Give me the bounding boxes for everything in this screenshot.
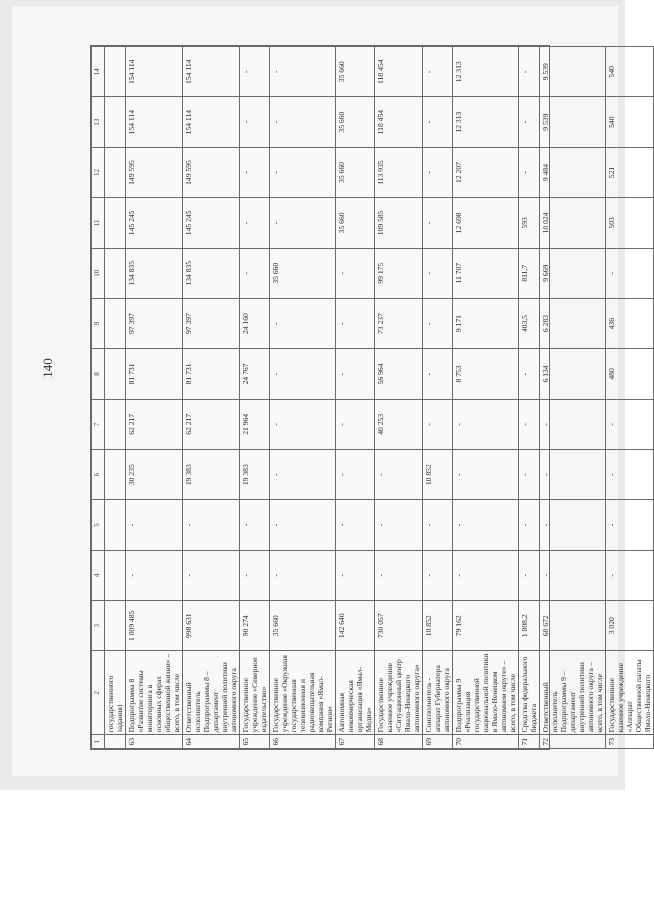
value-cell: 540 bbox=[606, 97, 654, 147]
value-cell: 118 454 bbox=[375, 97, 423, 147]
value-cell: 403,5 bbox=[519, 298, 540, 348]
value-cell: 97 397 bbox=[183, 298, 240, 348]
header-cell: 10 bbox=[92, 248, 105, 298]
value-cell: 81 731 bbox=[126, 349, 183, 399]
value-cell: - bbox=[423, 198, 453, 248]
value-cell: - bbox=[453, 449, 519, 499]
row-number-cell: 73 bbox=[606, 735, 654, 749]
value-cell: 142 640 bbox=[336, 601, 375, 651]
value-cell: 35 660 bbox=[336, 198, 375, 248]
value-cell: - bbox=[519, 500, 540, 550]
value-cell: 79 162 bbox=[453, 601, 519, 651]
value-cell: - bbox=[540, 500, 606, 550]
value-cell: 10 852 bbox=[423, 601, 453, 651]
value-cell: - bbox=[183, 500, 240, 550]
value-cell: 145 245 bbox=[126, 198, 183, 248]
value-cell: 118 454 bbox=[375, 47, 423, 97]
value-cell: 10 852 bbox=[423, 449, 453, 499]
value-cell: 503 bbox=[606, 198, 654, 248]
row-name-cell: Средства федерального бюджета bbox=[519, 651, 540, 735]
value-cell: 40 253 bbox=[375, 399, 423, 449]
header-cell: 14 bbox=[92, 47, 105, 97]
value-cell: 62 217 bbox=[126, 399, 183, 449]
value-cell: - bbox=[336, 248, 375, 298]
row-number-cell: 72 bbox=[540, 735, 606, 749]
value-cell: 9 484 bbox=[540, 147, 606, 197]
budget-table-rotated bbox=[91, 46, 652, 749]
value-cell: 9 171 bbox=[453, 298, 519, 348]
value-cell: 154 114 bbox=[183, 97, 240, 147]
value-cell: - bbox=[126, 550, 183, 600]
value-cell: 8 753 bbox=[453, 349, 519, 399]
row-number-cell: 71 bbox=[519, 735, 540, 749]
value-cell: - bbox=[423, 550, 453, 600]
table-row bbox=[126, 47, 183, 749]
value-cell: 9 539 bbox=[540, 47, 606, 97]
value-cell: - bbox=[423, 97, 453, 147]
header-cell: 5 bbox=[92, 500, 105, 550]
value-cell: 811,7 bbox=[519, 248, 540, 298]
header-cell: 1 bbox=[92, 735, 105, 749]
value-cell: 90 274 bbox=[240, 601, 270, 651]
value-cell: - bbox=[270, 399, 336, 449]
row-number-cell: 63 bbox=[126, 735, 183, 749]
value-cell: 35 660 bbox=[270, 601, 336, 651]
value-cell: - bbox=[423, 500, 453, 550]
value-cell: - bbox=[240, 550, 270, 600]
value-cell: 35 660 bbox=[336, 97, 375, 147]
value-cell: 149 595 bbox=[183, 147, 240, 197]
value-cell: 9 669 bbox=[540, 248, 606, 298]
value-cell: - bbox=[240, 248, 270, 298]
value-cell: 30 235 bbox=[126, 449, 183, 499]
value-cell: 35 660 bbox=[270, 248, 336, 298]
value-cell: - bbox=[540, 449, 606, 499]
value-cell: 149 595 bbox=[126, 147, 183, 197]
value-cell: 521 bbox=[606, 147, 654, 197]
value-cell: - bbox=[453, 500, 519, 550]
value-cell: 145 245 bbox=[183, 198, 240, 248]
value-cell: 109 585 bbox=[375, 198, 423, 248]
value-cell: - bbox=[270, 97, 336, 147]
table-row bbox=[453, 47, 519, 749]
value-cell: - bbox=[270, 298, 336, 348]
value-cell: - bbox=[375, 550, 423, 600]
row-number-cell: 64 bbox=[183, 735, 240, 749]
row-number-cell: 65 bbox=[240, 735, 270, 749]
value-cell: - bbox=[240, 97, 270, 147]
page-number: 140 bbox=[40, 358, 55, 378]
value-cell: 12 313 bbox=[453, 47, 519, 97]
value-cell: - bbox=[336, 449, 375, 499]
value-cell: - bbox=[519, 349, 540, 399]
value-cell: 24 767 bbox=[240, 349, 270, 399]
value-cell: 21 964 bbox=[240, 399, 270, 449]
value-cell: 154 114 bbox=[126, 97, 183, 147]
row-name-cell: Ответственный исполнитель Подпрограммы 9 – департамент внутренней политики автономного округа – всего, в том числе bbox=[540, 651, 606, 735]
value-cell: - bbox=[336, 550, 375, 600]
value-cell: 113 935 bbox=[375, 147, 423, 197]
row-name-cell: Соисполнитель - аппарат Губернатора автономного округа bbox=[423, 651, 453, 735]
value-cell: 12 313 bbox=[453, 97, 519, 147]
row-number-cell: 69 bbox=[423, 735, 453, 749]
value-cell: - bbox=[606, 550, 654, 600]
row-number-cell: 68 bbox=[375, 735, 423, 749]
value-cell: 56 964 bbox=[375, 349, 423, 399]
header-cell: 2 bbox=[92, 651, 105, 735]
value-cell: - bbox=[519, 399, 540, 449]
header-cell: 7 bbox=[92, 399, 105, 449]
value-cell: - bbox=[540, 550, 606, 600]
row-name-cell: Автономная некоммерческая организация «Ямал-Медиа» bbox=[336, 651, 375, 735]
value-cell: - bbox=[336, 349, 375, 399]
value-cell: - bbox=[423, 399, 453, 449]
header-cell: 3 bbox=[92, 601, 105, 651]
table-row bbox=[519, 47, 540, 749]
budget-table bbox=[91, 46, 654, 749]
row-name-cell: Государственное казенное учреждение «Ситуационный центр Ямало-Ненецкого автономного округа» bbox=[375, 651, 423, 735]
row-number-cell: 70 bbox=[453, 735, 519, 749]
row-number-cell: 67 bbox=[336, 735, 375, 749]
value-cell: 134 835 bbox=[126, 248, 183, 298]
value-cell: 730 057 bbox=[375, 601, 423, 651]
table-row bbox=[375, 47, 423, 749]
value-cell: 35 660 bbox=[336, 147, 375, 197]
value-cell: - bbox=[606, 449, 654, 499]
row-number-cell: 66 bbox=[270, 735, 336, 749]
row-name-cell: Государственное учреждение «Окружная государственная телевизионная и радиовещательная компания «Ямал-Регион» bbox=[270, 651, 336, 735]
continued-row bbox=[105, 47, 126, 749]
value-cell: - bbox=[423, 147, 453, 197]
value-cell: - bbox=[519, 550, 540, 600]
value-cell: 480 bbox=[606, 349, 654, 399]
value-cell: - bbox=[336, 399, 375, 449]
header-cell: 12 bbox=[92, 147, 105, 197]
table-row bbox=[240, 47, 270, 749]
value-cell: - bbox=[423, 298, 453, 348]
value-cell: - bbox=[270, 47, 336, 97]
value-cell: 3 020 bbox=[606, 601, 654, 651]
table-row bbox=[270, 47, 336, 749]
value-cell: 540 bbox=[606, 47, 654, 97]
value-cell: - bbox=[423, 349, 453, 399]
value-cell: 10 024 bbox=[540, 198, 606, 248]
value-cell: - bbox=[375, 500, 423, 550]
row-name-cell: Ответственный исполнитель Подпрограммы 8 – департамент внутренней политики автономного округа bbox=[183, 651, 240, 735]
table-row bbox=[423, 47, 453, 749]
row-name-cell: Подпрограмма 8 «Развитие системы мониторинга в основных сферах общественной жизни» – всего, в том числе bbox=[126, 651, 183, 735]
table-row bbox=[336, 47, 375, 749]
value-cell: 154 114 bbox=[126, 47, 183, 97]
value-cell: 62 217 bbox=[183, 399, 240, 449]
value-cell: 134 835 bbox=[183, 248, 240, 298]
value-cell: - bbox=[453, 550, 519, 600]
value-cell: - bbox=[270, 147, 336, 197]
table-row bbox=[606, 47, 654, 749]
value-cell: 6 283 bbox=[540, 298, 606, 348]
table-row bbox=[540, 47, 606, 749]
value-cell: - bbox=[606, 500, 654, 550]
value-cell: - bbox=[270, 500, 336, 550]
value-cell: 19 383 bbox=[183, 449, 240, 499]
row-name-cell: Подпрограмма 9 «Реализация государственной национальной политики в Ямало-Ненецком автономном округе» – всего, в том числе bbox=[453, 651, 519, 735]
header-cell: 6 bbox=[92, 449, 105, 499]
header-cell: 4 bbox=[92, 550, 105, 600]
value-cell: 73 237 bbox=[375, 298, 423, 348]
row-name-cell: Государственное учреждение «Северное издательство» bbox=[240, 651, 270, 735]
value-cell: 19 383 bbox=[240, 449, 270, 499]
value-cell: - bbox=[240, 198, 270, 248]
value-cell: - bbox=[183, 550, 240, 600]
value-cell: - bbox=[240, 500, 270, 550]
value-cell: 99 175 bbox=[375, 248, 423, 298]
value-cell: - bbox=[540, 399, 606, 449]
value-cell: - bbox=[336, 500, 375, 550]
value-cell: - bbox=[270, 198, 336, 248]
header-cell: 11 bbox=[92, 198, 105, 248]
value-cell: - bbox=[519, 47, 540, 97]
value-cell: - bbox=[270, 449, 336, 499]
value-cell: 6 134 bbox=[540, 349, 606, 399]
budget-table-frame bbox=[90, 45, 652, 750]
value-cell: - bbox=[423, 248, 453, 298]
value-cell: - bbox=[519, 147, 540, 197]
value-cell: - bbox=[519, 449, 540, 499]
value-cell: - bbox=[606, 399, 654, 449]
value-cell: 11 707 bbox=[453, 248, 519, 298]
value-cell: - bbox=[240, 47, 270, 97]
table-header-row bbox=[92, 47, 105, 749]
value-cell: - bbox=[375, 449, 423, 499]
value-cell: - bbox=[606, 248, 654, 298]
value-cell: 154 114 bbox=[183, 47, 240, 97]
value-cell: 1 808,2 bbox=[519, 601, 540, 651]
value-cell: 9 539 bbox=[540, 97, 606, 147]
value-cell: 593 bbox=[519, 198, 540, 248]
value-cell: 436 bbox=[606, 298, 654, 348]
value-cell: - bbox=[270, 349, 336, 399]
value-cell: - bbox=[519, 97, 540, 147]
value-cell: - bbox=[453, 399, 519, 449]
value-cell: 1 009 485 bbox=[126, 601, 183, 651]
value-cell: - bbox=[126, 500, 183, 550]
value-cell: - bbox=[336, 298, 375, 348]
value-cell: 60 672 bbox=[540, 601, 606, 651]
value-cell: - bbox=[270, 550, 336, 600]
header-cell: 8 bbox=[92, 349, 105, 399]
value-cell: 12 207 bbox=[453, 147, 519, 197]
table-row bbox=[183, 47, 240, 749]
value-cell: 24 160 bbox=[240, 298, 270, 348]
value-cell: 35 660 bbox=[336, 47, 375, 97]
header-cell: 9 bbox=[92, 298, 105, 348]
row-name-cell: Государственное казенное учреждение «Аппарат Общественной палаты Ямало-Ненецкого bbox=[606, 651, 654, 735]
value-cell: 81 731 bbox=[183, 349, 240, 399]
value-cell: - bbox=[240, 147, 270, 197]
continued-label: государственного задания) bbox=[105, 651, 126, 735]
value-cell: 97 397 bbox=[126, 298, 183, 348]
header-cell: 13 bbox=[92, 97, 105, 147]
value-cell: - bbox=[423, 47, 453, 97]
value-cell: 12 698 bbox=[453, 198, 519, 248]
value-cell: 998 631 bbox=[183, 601, 240, 651]
